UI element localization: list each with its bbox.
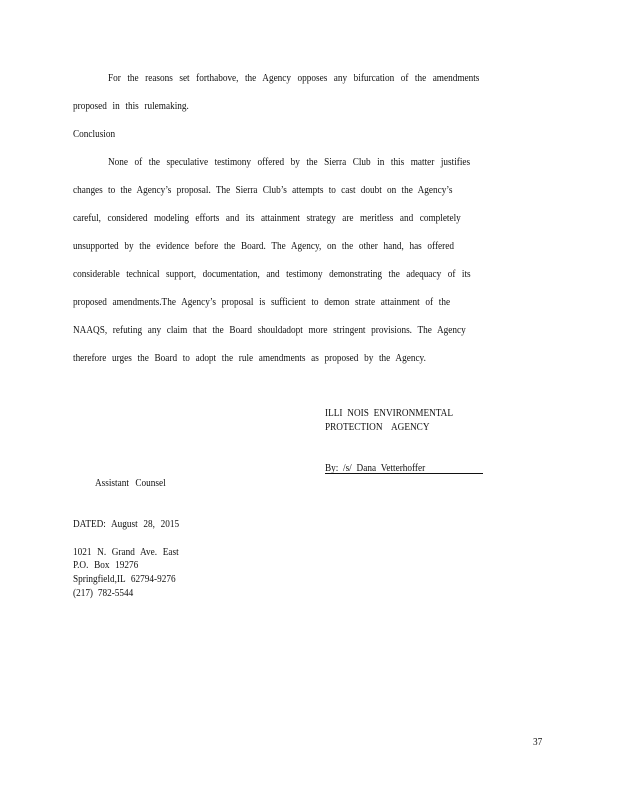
paragraph2-line: None of the speculative testimony offered by the Sierra Club in this matter justifies: [108, 156, 471, 168]
signer-title: Assistant Counsel: [95, 477, 166, 489]
page-number: 37: [533, 736, 543, 748]
paragraph2-line: NAAQS, refuting any claim that the Board shouldadopt more stringent provisions. The Agency: [73, 324, 466, 336]
paragraph2-line: therefore urges the Board to adopt the rule amendments as proposed by the Agency.: [73, 352, 426, 364]
paragraph1-line1: For the reasons set forthabove, the Agency opposes any bifurcation of the amendments: [108, 72, 480, 84]
address-line3: Springfield,IL 62794-9276: [73, 573, 176, 585]
org-name-line2: PROTECTION AGENCY: [325, 421, 430, 433]
conclusion-heading: Conclusion: [73, 128, 116, 140]
address-line4: (217) 782-5544: [73, 587, 134, 599]
by-label: By:: [325, 462, 339, 474]
paragraph1-line2: proposed in this rulemaking.: [73, 100, 189, 112]
paragraph2-line: changes to the Agency’s proposal. The Sierra Club’s attempts to cast doubt on the Agency’s: [73, 184, 453, 196]
address-line1: 1021 N. Grand Ave. East: [73, 546, 179, 558]
signature: /s/ Dana Vetterhoffer: [343, 462, 426, 474]
dated-line: DATED: August 28, 2015: [73, 518, 180, 530]
address-line2: P.O. Box 19276: [73, 559, 139, 571]
paragraph2-line: considerable technical support, documentation, and testimony demonstrating the adequacy of its: [73, 268, 471, 280]
org-name-line1: ILLI NOIS ENVIRONMENTAL: [325, 407, 453, 419]
paragraph2-line: proposed amendments.The Agency’s proposal is sufficient to demon strate attainment of the: [73, 296, 451, 308]
paragraph2-line: careful, considered modeling efforts and its attainment strategy are meritless and completely: [73, 212, 461, 224]
paragraph2-line: unsupported by the evidence before the Board. The Agency, on the other hand, has offered: [73, 240, 454, 252]
signature-underline: [325, 473, 483, 474]
